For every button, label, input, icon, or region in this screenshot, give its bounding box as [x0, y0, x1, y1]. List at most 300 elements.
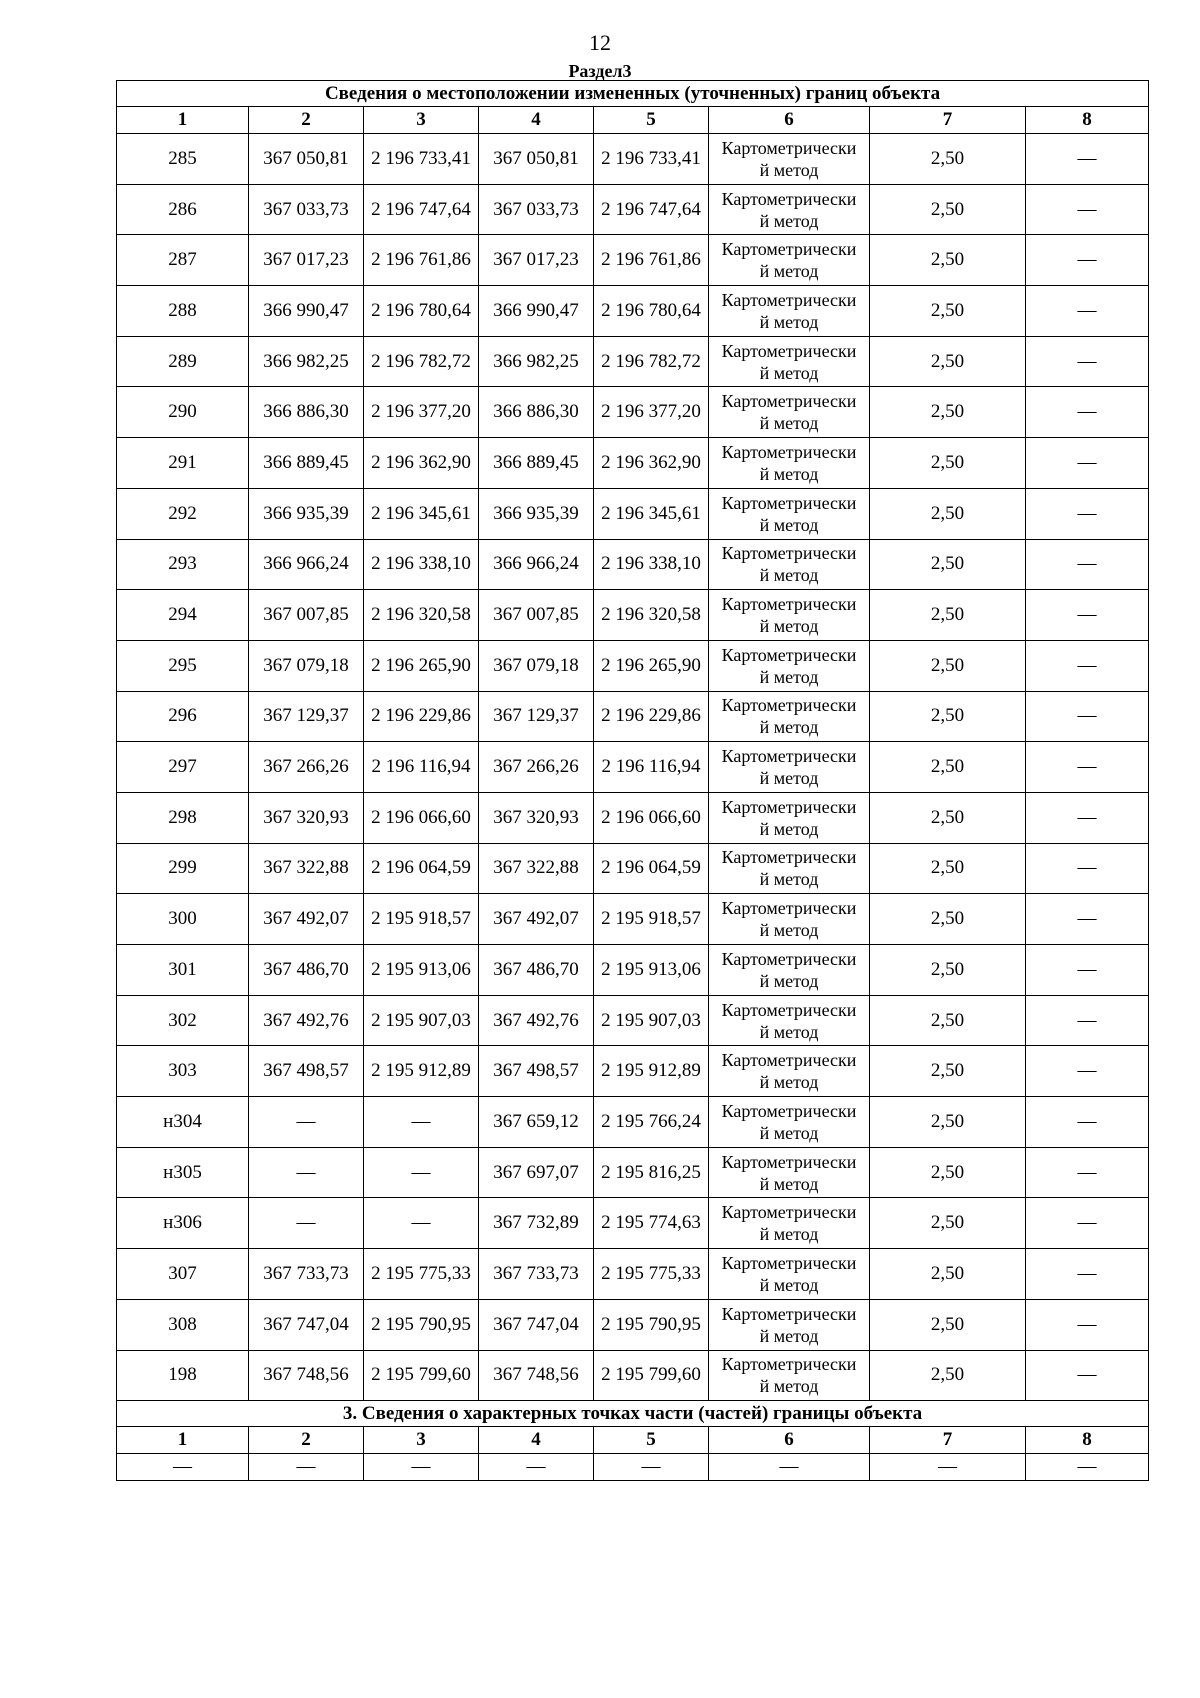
method-line-2: й метод [759, 159, 819, 180]
method-line-2: й метод [759, 514, 819, 535]
x-new: 367 732,89 [479, 1198, 594, 1249]
method-line-2: й метод [759, 210, 819, 231]
method-line-1: Картометрически [721, 594, 857, 615]
accuracy: 2,50 [870, 235, 1026, 286]
x-new: 367 050,81 [479, 134, 594, 185]
x-old: 367 486,70 [249, 945, 364, 996]
method [709, 235, 870, 286]
table-row [117, 995, 1149, 1046]
y-old: 2 196 320,58 [364, 590, 479, 641]
x-new: 366 982,25 [479, 336, 594, 387]
description: — [1026, 945, 1149, 996]
table-row [117, 1147, 1149, 1198]
y-new: 2 195 816,25 [594, 1147, 709, 1198]
description: — [1026, 184, 1149, 235]
y-new: 2 196 066,60 [594, 792, 709, 843]
part-column-header: 2 [249, 1427, 364, 1454]
accuracy: 2,50 [870, 134, 1026, 185]
method-line-1: Картометрически [721, 1303, 857, 1324]
point-number: 289 [117, 336, 249, 387]
description: — [1026, 1350, 1149, 1401]
method-line-2: й метод [759, 717, 819, 738]
method [709, 1046, 870, 1097]
table-row [117, 691, 1149, 742]
table-row [117, 792, 1149, 843]
x-old: 366 982,25 [249, 336, 364, 387]
x-new: 367 492,07 [479, 894, 594, 945]
y-old: 2 196 229,86 [364, 691, 479, 742]
method [709, 945, 870, 996]
y-old: 2 196 780,64 [364, 286, 479, 337]
table-row [117, 387, 1149, 438]
table-row [117, 286, 1149, 337]
x-old: 366 990,47 [249, 286, 364, 337]
method [709, 1147, 870, 1198]
point-number: н304 [117, 1097, 249, 1148]
point-number: 288 [117, 286, 249, 337]
description: — [1026, 894, 1149, 945]
method-line-2: й метод [759, 463, 819, 484]
y-old: 2 196 747,64 [364, 184, 479, 235]
method-line-1: Картометрически [721, 188, 857, 209]
method-line-2: й метод [759, 565, 819, 586]
x-old: 367 748,56 [249, 1350, 364, 1401]
point-number: 292 [117, 488, 249, 539]
x-old: 367 492,07 [249, 894, 364, 945]
method-line-1: Картометрически [721, 1354, 857, 1375]
x-old: 367 129,37 [249, 691, 364, 742]
table-row [117, 894, 1149, 945]
method-line-2: й метод [759, 666, 819, 687]
column-header: 3 [364, 107, 479, 134]
accuracy: 2,50 [870, 286, 1026, 337]
part-cell: — [870, 1454, 1026, 1481]
table-row [117, 1249, 1149, 1300]
x-new: 367 492,76 [479, 995, 594, 1046]
part-cell: — [249, 1454, 364, 1481]
y-old: 2 196 338,10 [364, 539, 479, 590]
method-line-1: Картометрически [721, 239, 857, 260]
accuracy: 2,50 [870, 843, 1026, 894]
y-new: 2 195 912,89 [594, 1046, 709, 1097]
x-old: 367 017,23 [249, 235, 364, 286]
column-header: 2 [249, 107, 364, 134]
accuracy: 2,50 [870, 1147, 1026, 1198]
method-line-1: Картометрически [721, 441, 857, 462]
method-line-2: й метод [759, 1274, 819, 1295]
description: — [1026, 742, 1149, 793]
y-new: 2 196 362,90 [594, 438, 709, 489]
point-number: 294 [117, 590, 249, 641]
table-row [117, 742, 1149, 793]
table-row [117, 1097, 1149, 1148]
y-new: 2 196 345,61 [594, 488, 709, 539]
method-line-2: й метод [759, 768, 819, 789]
part-caption-row [117, 1401, 1149, 1427]
x-old: 367 322,88 [249, 843, 364, 894]
point-number: 300 [117, 894, 249, 945]
accuracy: 2,50 [870, 742, 1026, 793]
method-line-2: й метод [759, 1224, 819, 1245]
x-old: 367 747,04 [249, 1299, 364, 1350]
description: — [1026, 539, 1149, 590]
part-cell: — [479, 1454, 594, 1481]
accuracy: 2,50 [870, 590, 1026, 641]
table-row [117, 1046, 1149, 1097]
x-old: 367 050,81 [249, 134, 364, 185]
description: — [1026, 438, 1149, 489]
accuracy: 2,50 [870, 1299, 1026, 1350]
accuracy: 2,50 [870, 945, 1026, 996]
y-new: 2 196 733,41 [594, 134, 709, 185]
method [709, 488, 870, 539]
x-new: 367 079,18 [479, 640, 594, 691]
y-old: 2 195 799,60 [364, 1350, 479, 1401]
method [709, 438, 870, 489]
method-line-1: Картометрически [721, 847, 857, 868]
method-line-1: Картометрически [721, 746, 857, 767]
y-old: 2 196 345,61 [364, 488, 479, 539]
x-new: 367 129,37 [479, 691, 594, 742]
accuracy: 2,50 [870, 539, 1026, 590]
method-line-2: й метод [759, 362, 819, 383]
point-number: 308 [117, 1299, 249, 1350]
table-row [117, 438, 1149, 489]
description: — [1026, 1299, 1149, 1350]
part-column-header: 6 [709, 1427, 870, 1454]
part-cell: — [594, 1454, 709, 1481]
method-line-1: Картометрически [721, 1252, 857, 1273]
description: — [1026, 336, 1149, 387]
description: — [1026, 1147, 1149, 1198]
accuracy: 2,50 [870, 184, 1026, 235]
x-old: 367 079,18 [249, 640, 364, 691]
part-column-header: 4 [479, 1427, 594, 1454]
x-new: 366 935,39 [479, 488, 594, 539]
table-row [117, 336, 1149, 387]
x-new: 367 747,04 [479, 1299, 594, 1350]
y-new: 2 196 064,59 [594, 843, 709, 894]
description: — [1026, 995, 1149, 1046]
part-cell: — [117, 1454, 249, 1481]
description: — [1026, 1198, 1149, 1249]
table-row [117, 1198, 1149, 1249]
method-line-1: Картометрически [721, 1151, 857, 1172]
accuracy: 2,50 [870, 1350, 1026, 1401]
x-old: 367 033,73 [249, 184, 364, 235]
y-new: 2 196 761,86 [594, 235, 709, 286]
accuracy: 2,50 [870, 894, 1026, 945]
y-new: 2 195 907,03 [594, 995, 709, 1046]
x-old: 367 733,73 [249, 1249, 364, 1300]
accuracy: 2,50 [870, 691, 1026, 742]
table-row [117, 488, 1149, 539]
y-new: 2 195 775,33 [594, 1249, 709, 1300]
description: — [1026, 1046, 1149, 1097]
column-header-row [117, 107, 1149, 134]
x-old: — [249, 1097, 364, 1148]
method [709, 184, 870, 235]
x-new: 367 748,56 [479, 1350, 594, 1401]
y-new: 2 195 918,57 [594, 894, 709, 945]
description: — [1026, 134, 1149, 185]
y-new: 2 195 766,24 [594, 1097, 709, 1148]
column-header: 1 [117, 107, 249, 134]
accuracy: 2,50 [870, 1249, 1026, 1300]
point-number: 299 [117, 843, 249, 894]
method-line-1: Картометрически [721, 137, 857, 158]
point-number: 290 [117, 387, 249, 438]
method [709, 539, 870, 590]
x-old: 366 935,39 [249, 488, 364, 539]
y-new: 2 196 747,64 [594, 184, 709, 235]
point-number: 301 [117, 945, 249, 996]
description: — [1026, 843, 1149, 894]
x-new: 367 033,73 [479, 184, 594, 235]
method-line-2: й метод [759, 818, 819, 839]
method-line-2: й метод [759, 1122, 819, 1143]
method-line-1: Картометрически [721, 948, 857, 969]
accuracy: 2,50 [870, 387, 1026, 438]
y-old: 2 195 775,33 [364, 1249, 479, 1300]
method-line-2: й метод [759, 1021, 819, 1042]
table-caption-row [117, 81, 1149, 107]
x-old: 366 889,45 [249, 438, 364, 489]
x-old: 366 966,24 [249, 539, 364, 590]
table-row [117, 235, 1149, 286]
x-old: 366 886,30 [249, 387, 364, 438]
y-old: 2 195 913,06 [364, 945, 479, 996]
method-line-2: й метод [759, 1072, 819, 1093]
point-number: 291 [117, 438, 249, 489]
method-line-1: Картометрически [721, 695, 857, 716]
point-number: 293 [117, 539, 249, 590]
description: — [1026, 691, 1149, 742]
section-title: Раздел3 [568, 61, 632, 81]
method-line-1: Картометрически [721, 999, 857, 1020]
method-line-2: й метод [759, 1376, 819, 1397]
part-column-header: 8 [1026, 1427, 1149, 1454]
x-new: 366 990,47 [479, 286, 594, 337]
method-line-2: й метод [759, 1173, 819, 1194]
point-number: 298 [117, 792, 249, 843]
method [709, 691, 870, 742]
x-old: 367 320,93 [249, 792, 364, 843]
x-old: 367 498,57 [249, 1046, 364, 1097]
y-old: 2 196 362,90 [364, 438, 479, 489]
method [709, 1249, 870, 1300]
description: — [1026, 235, 1149, 286]
page-number: 12 [589, 30, 611, 55]
y-old: 2 196 782,72 [364, 336, 479, 387]
point-number: 302 [117, 995, 249, 1046]
method [709, 843, 870, 894]
description: — [1026, 792, 1149, 843]
x-old: — [249, 1147, 364, 1198]
table-row [117, 184, 1149, 235]
point-number: 296 [117, 691, 249, 742]
y-new: 2 196 229,86 [594, 691, 709, 742]
method [709, 1350, 870, 1401]
accuracy: 2,50 [870, 438, 1026, 489]
x-new: 366 889,45 [479, 438, 594, 489]
y-old: — [364, 1198, 479, 1249]
y-old: 2 196 761,86 [364, 235, 479, 286]
x-old: 367 492,76 [249, 995, 364, 1046]
method [709, 1299, 870, 1350]
accuracy: 2,50 [870, 1046, 1026, 1097]
x-new: 367 659,12 [479, 1097, 594, 1148]
point-number: н306 [117, 1198, 249, 1249]
method-line-2: й метод [759, 616, 819, 637]
part-column-header: 7 [870, 1427, 1026, 1454]
accuracy: 2,50 [870, 640, 1026, 691]
y-new: 2 196 338,10 [594, 539, 709, 590]
method [709, 894, 870, 945]
method-line-1: Картометрически [721, 340, 857, 361]
description: — [1026, 590, 1149, 641]
y-old: 2 196 064,59 [364, 843, 479, 894]
description: — [1026, 1097, 1149, 1148]
method-line-2: й метод [759, 920, 819, 941]
method [709, 640, 870, 691]
column-header: 4 [479, 107, 594, 134]
column-header: 7 [870, 107, 1026, 134]
method [709, 742, 870, 793]
part-cell: — [364, 1454, 479, 1481]
accuracy: 2,50 [870, 336, 1026, 387]
method-line-2: й метод [759, 261, 819, 282]
x-new: 366 886,30 [479, 387, 594, 438]
point-number: н305 [117, 1147, 249, 1198]
y-old: 2 196 377,20 [364, 387, 479, 438]
table-row [117, 1299, 1149, 1350]
point-number: 198 [117, 1350, 249, 1401]
description: — [1026, 1249, 1149, 1300]
y-old: — [364, 1147, 479, 1198]
point-number: 287 [117, 235, 249, 286]
x-new: 367 498,57 [479, 1046, 594, 1097]
x-old: — [249, 1198, 364, 1249]
x-new: 367 320,93 [479, 792, 594, 843]
method [709, 995, 870, 1046]
part-cell: — [709, 1454, 870, 1481]
method-line-1: Картометрически [721, 492, 857, 513]
part-cell: — [1026, 1454, 1149, 1481]
y-old: — [364, 1097, 479, 1148]
y-old: 2 195 912,89 [364, 1046, 479, 1097]
y-new: 2 196 320,58 [594, 590, 709, 641]
point-number: 297 [117, 742, 249, 793]
method [709, 792, 870, 843]
method-line-1: Картометрически [721, 543, 857, 564]
x-new: 367 322,88 [479, 843, 594, 894]
point-number: 303 [117, 1046, 249, 1097]
method [709, 286, 870, 337]
column-header: 8 [1026, 107, 1149, 134]
table-caption: Сведения о местоположении измененных (уточненных) границ объекта [117, 81, 1149, 107]
x-new: 367 486,70 [479, 945, 594, 996]
method-line-1: Картометрически [721, 644, 857, 665]
table-row [117, 134, 1149, 185]
point-number: 286 [117, 184, 249, 235]
x-new: 367 017,23 [479, 235, 594, 286]
description: — [1026, 640, 1149, 691]
y-old: 2 196 733,41 [364, 134, 479, 185]
part-column-header-row [117, 1427, 1149, 1454]
method-line-1: Картометрически [721, 796, 857, 817]
y-old: 2 196 066,60 [364, 792, 479, 843]
method-line-2: й метод [759, 869, 819, 890]
x-new: 366 966,24 [479, 539, 594, 590]
description: — [1026, 286, 1149, 337]
y-old: 2 195 907,03 [364, 995, 479, 1046]
accuracy: 2,50 [870, 995, 1026, 1046]
table-row [117, 590, 1149, 641]
point-number: 285 [117, 134, 249, 185]
method [709, 590, 870, 641]
method-line-1: Картометрически [721, 898, 857, 919]
method-line-1: Картометрически [721, 391, 857, 412]
x-new: 367 007,85 [479, 590, 594, 641]
y-new: 2 195 774,63 [594, 1198, 709, 1249]
x-new: 367 733,73 [479, 1249, 594, 1300]
x-old: 367 266,26 [249, 742, 364, 793]
part-caption: 3. Сведения о характерных точках части (частей) границы объекта [117, 1401, 1149, 1427]
y-new: 2 196 265,90 [594, 640, 709, 691]
y-old: 2 195 790,95 [364, 1299, 479, 1350]
y-old: 2 196 265,90 [364, 640, 479, 691]
table-row [117, 539, 1149, 590]
column-header: 6 [709, 107, 870, 134]
description: — [1026, 387, 1149, 438]
method [709, 1198, 870, 1249]
table-row [117, 945, 1149, 996]
boundary-table [116, 80, 1149, 1481]
method-line-1: Картометрически [721, 1100, 857, 1121]
part-column-header: 1 [117, 1427, 249, 1454]
x-new: 367 266,26 [479, 742, 594, 793]
part-column-header: 3 [364, 1427, 479, 1454]
y-old: 2 196 116,94 [364, 742, 479, 793]
part-row [117, 1454, 1149, 1481]
method-line-1: Картометрически [721, 289, 857, 310]
x-old: 367 007,85 [249, 590, 364, 641]
method-line-2: й метод [759, 413, 819, 434]
column-header: 5 [594, 107, 709, 134]
accuracy: 2,50 [870, 1097, 1026, 1148]
method-line-1: Картометрически [721, 1050, 857, 1071]
accuracy: 2,50 [870, 792, 1026, 843]
y-new: 2 195 790,95 [594, 1299, 709, 1350]
point-number: 307 [117, 1249, 249, 1300]
y-new: 2 196 782,72 [594, 336, 709, 387]
method [709, 134, 870, 185]
method [709, 1097, 870, 1148]
table-row [117, 843, 1149, 894]
y-new: 2 195 799,60 [594, 1350, 709, 1401]
method [709, 387, 870, 438]
y-new: 2 196 780,64 [594, 286, 709, 337]
method-line-1: Картометрически [721, 1202, 857, 1223]
part-column-header: 5 [594, 1427, 709, 1454]
x-new: 367 697,07 [479, 1147, 594, 1198]
y-new: 2 196 116,94 [594, 742, 709, 793]
method [709, 336, 870, 387]
y-new: 2 195 913,06 [594, 945, 709, 996]
table-row [117, 1350, 1149, 1401]
point-number: 295 [117, 640, 249, 691]
